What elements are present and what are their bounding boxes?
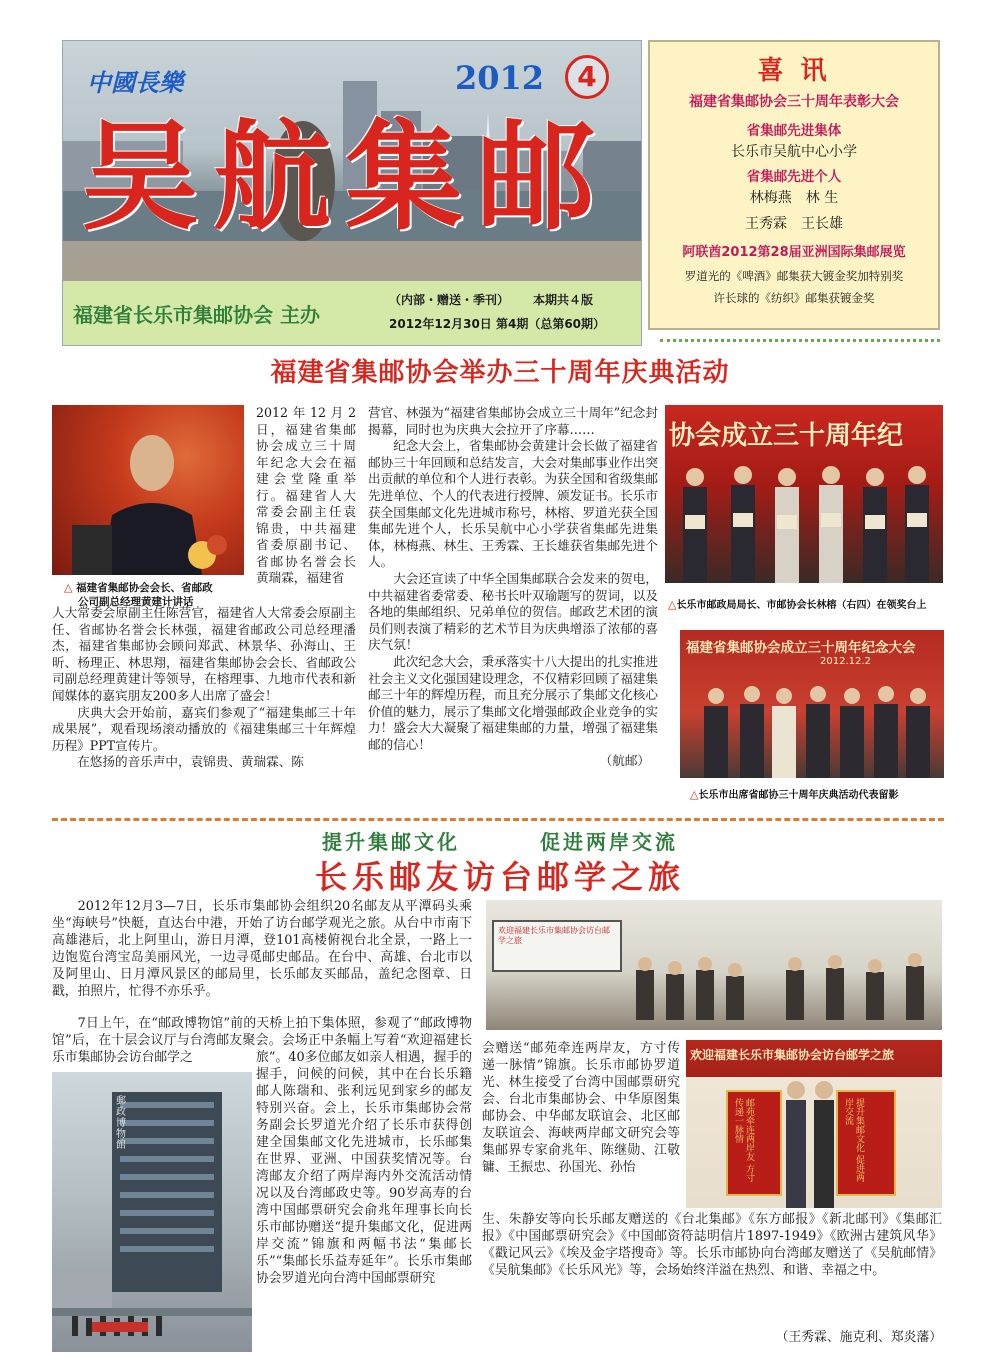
article2-p1: 2012年12月3—7日，长乐市集邮协会组织20名邮友从平潭码头乘坐“海峡号”快艇，直达台中港，开始了访台邮学观光之旅。从台中市南下高雄港后，北上阿里山，游日月潭，登101高楼俯视台北全景，一路上一边饱览台湾宝岛美丽风光，一边寻觅邮史邮品。在台中、高雄、台北市以及阿里山、日月潭风景区的邮局里，长乐邮友买邮品，盖纪念图章、日戳，拍照片，忙得不亦乐乎。	[52, 899, 472, 999]
delegation-members	[680, 680, 944, 778]
caption-delegation	[690, 788, 898, 803]
ceremony-banner: 协会成立三十周年纪	[669, 421, 904, 451]
award-ceremony-photo	[665, 405, 943, 583]
delegation-photo	[680, 630, 944, 778]
pennant-exchange-photo	[686, 1040, 942, 1208]
organizer: 福建省长乐市集邮协会 主办	[73, 303, 320, 327]
article1-col2-p4: 此次纪念大会，秉承落实十八大提出的扎实推进社会主义文化强国建设理念，不仅精彩回顾了福建集邮三十年的辉煌历程，而且充分展示了集邮文化核心价值的魅力，展示了集邮文化增强邮政企业竞争的实力！盛会大大凝聚了福建集邮的力量，增强了福建集邮的信心！	[368, 653, 658, 752]
article2-headline: 长乐邮友访台邮学之旅	[314, 858, 685, 896]
article2-authors: （王秀霖、施克利、郑炎藩）	[775, 1330, 942, 1345]
news-award-1: 罗道光的《啤酒》邮集获大镀金奖加特别奖	[684, 269, 904, 283]
meeting-room-screen	[492, 920, 622, 972]
newspaper-title: 吴航集邮	[81, 107, 610, 246]
issue-number: 4	[577, 60, 597, 93]
article1-headline: 福建省集邮协会举办三十周年庆典活动	[270, 358, 730, 388]
article1-col2-p2: 纪念大会上，省集邮协会黄建计会长做了福建省邮协三十年回顾和总结发言，大会对集邮事业作出突出贡献的单位和个人进行表彰。为获全国和省级集邮先进单位、个人的代表进行授牌、颁发证书。长乐市获全国集邮文化先进城市称号，林榕、罗道光获全国集邮先进个人，长乐吴航中心小学获省集邮先进集体，林梅燕、林生、王秀霖、王长雄获省集邮先进个人。	[368, 438, 658, 570]
news-award-2: 许长球的《纺织》邮集获镀金奖	[713, 291, 875, 305]
issue-meta-2: 本期共４版	[533, 293, 594, 307]
article1-col1-p3: 在悠扬的音乐声中，袁锦贵、黄瑞霖、陈	[77, 754, 304, 770]
issue-year: 2012	[455, 59, 545, 97]
issue-number-badge	[565, 55, 609, 99]
building-illustration	[52, 1072, 252, 1352]
article2-subheadline	[0, 826, 1000, 855]
delegation-banner: 福建省集邮协会成立三十周年纪念大会	[686, 640, 916, 656]
brand-text: 中國長樂	[87, 68, 183, 97]
building-sign: 郵政博物館	[116, 1096, 126, 1151]
caption-award-text: 长乐市邮政局局长、市邮协会长林榕（右四）在领奖台上	[676, 600, 927, 611]
news-line1: 福建省集邮协会三十周年表彰大会	[689, 94, 899, 110]
news-persons-2: 王秀霖 王长雄	[745, 216, 843, 232]
speaker-photo	[52, 405, 244, 575]
pennant-2	[836, 1090, 896, 1196]
pennant-1-text: 邮苑牵连两岸友 方寸传递一脉情	[733, 1098, 754, 1182]
article2-p2-narrow: 旅”。40多位邮友如亲人相遇，握手的握手，问候的问候，其中在台长乐籍邮人陈瑞和、张利远见到家乡的邮友特别兴奋。会上，长乐市集邮协会常务副会长罗道光介绍了长乐市获得创建全国集邮文化先进城市，长乐邮集在世界、亚洲、中国获奖情况等。台湾邮友介绍了两岸海内外交流活动情况以及台湾邮政史等。90岁高寿的台湾中国邮票研究会俞兆年理事长向长乐市邮协赠送“提升集邮文化，促进两岸交流”锦旗和两幅书法“集邮长乐”“集邮长乐益寿延年”。长乐市集邮协会罗道光向台湾中国邮票研究	[256, 1050, 472, 1286]
caption-triangle-icon: △	[690, 788, 699, 801]
subheadline-left: 提升集邮文化	[322, 830, 461, 854]
meeting-attendees	[626, 930, 942, 1030]
section-divider	[52, 818, 944, 821]
caption-speaker-line2: 公司副总经理黄建计讲话	[78, 596, 194, 608]
news-group-label: 省集邮先进集体	[746, 123, 842, 139]
article1-col2-p1: 营官、林强为“福建省集邮协会成立三十周年”纪念封揭幕，同时也为庆典大会拉开了序幕……	[368, 405, 658, 437]
article2-p3-top: 会赠送“邮苑牵连两岸友，方寸传递一脉情”锦旗。长乐市邮协罗道光、林生接受了台湾中国邮票研究会、台北市集邮协会、中华原图集邮协会、中华邮友联谊会、北区邮友联谊会、海峡两岸邮文研究会等集邮界专家俞兆年、陈继勋、江敬镛、王振忠、孙国光、孙怡	[482, 1041, 680, 1175]
pennant-photo-banner: 欢迎福建长乐市集邮协会访台邮学之旅	[690, 1048, 895, 1062]
decorative-border	[660, 334, 940, 342]
article2-p2-wide: 7日上午，在“邮政博物馆”前的天桥上拍下集体照，参观了“邮政博物馆”后，在十层会议厅与台湾邮友聚会。会场正中条幅上写着“欢迎福建长乐市集邮协会访台邮学之	[52, 1016, 472, 1065]
masthead	[62, 40, 642, 346]
article2-p3-bottom: 生、朱静安等向长乐邮友赠送的《台北集邮》《东方邮报》《新北邮刊》《集邮汇报》《中国邮票研究会》《中国邮资符誌明信片1897-1949》《欧洲古建筑风华》《戳记风云》《埃及金字塔搜奇》等。长乐市邮协向台湾邮友赠送了《吴航邮情》《吴航集邮》《长乐风光》等，会场始终洋溢在热烈、和谐、幸福之中。	[482, 1212, 942, 1278]
news-persons-1: 林梅燕 林 生	[749, 190, 839, 206]
pennant-2-text: 提升集邮文化 促进两岸交流	[843, 1098, 864, 1182]
caption-delegation-text: 长乐市出席省邮协三十周年庆典活动代表留影	[698, 790, 899, 801]
pennant-1	[726, 1090, 782, 1196]
speaker-figure	[52, 405, 244, 575]
caption-speaker-line1: 福建省集邮协会会长、省邮政	[76, 582, 213, 594]
issue-meta-1: （内部・赠送・季刊）	[389, 293, 510, 307]
article1-col2	[368, 405, 658, 770]
museum-building-photo	[52, 1072, 252, 1352]
news-box-title: 喜 讯	[757, 56, 831, 86]
article1-col1-p2: 庆典大会开始前，嘉宾们参观了“福建集邮三十年成果展”，观看现场滚动播放的《福建集邮三十年辉煌历程》PPT宣传片。	[52, 704, 356, 753]
meeting-room-photo	[486, 900, 942, 1030]
caption-triangle-icon: △	[668, 598, 677, 611]
issue-meta-3: 2012年12月30日 第4期（总第60期）	[389, 317, 606, 331]
caption-triangle-icon: △	[64, 581, 73, 594]
news-box	[648, 40, 940, 330]
article1-col1-wide	[52, 605, 356, 771]
award-recipients	[665, 455, 943, 583]
article1-col2-p3: 大会还宣读了中华全国集邮联合会发来的贺电，中共福建省委常委、秘书长叶双瑜题写的贺词，以及各地的集邮组织、兄弟单位的贺信。邮政艺术团的演员们则表演了精彩的艺术节目为庆典增添了浓郁的喜庆气氛！	[368, 570, 658, 653]
subheadline-right: 促进两岸交流	[539, 830, 678, 854]
article1-author: （航邮）	[599, 753, 650, 769]
article1-col1-narrow: 2012年12月2日，福建省集邮协会成立三十周年纪念大会在福建会堂隆重举行。福建省人大常委会副主任袁锦贵，中共福建省委原副书记、省邮协名誉会长黄瑞霖，福建省	[256, 405, 356, 585]
news-group-value: 长乐市吴航中心小学	[731, 144, 857, 160]
delegation-banner-date: 2012.12.2	[820, 656, 871, 667]
pennant-presenters	[782, 1076, 838, 1208]
meeting-banner: 欢迎福建长乐市集邮协会访台邮学之旅	[498, 926, 610, 945]
caption-award	[668, 598, 958, 613]
article1-col1-p1-wide: 人大常委会原副主任陈营官，福建省人大常委会原副主任、省邮协名誉会长林强，福建省邮政公司总经理潘杰，福建省集邮协会顾问郑武、林景华、孙海山、王昕、杨理正、林思翔，福建省集邮协会会长、省邮政公司副总经理黄建计等领导，在榕理事、九地市代表和新闻媒体的嘉宾朋友200多人出席了盛会！	[52, 605, 356, 703]
news-person-label: 省集邮先进个人	[746, 169, 842, 185]
organizer-bar	[63, 281, 641, 345]
news-exhibit-title: 阿联酋2012第28届亚洲国际集邮展览	[682, 245, 906, 260]
